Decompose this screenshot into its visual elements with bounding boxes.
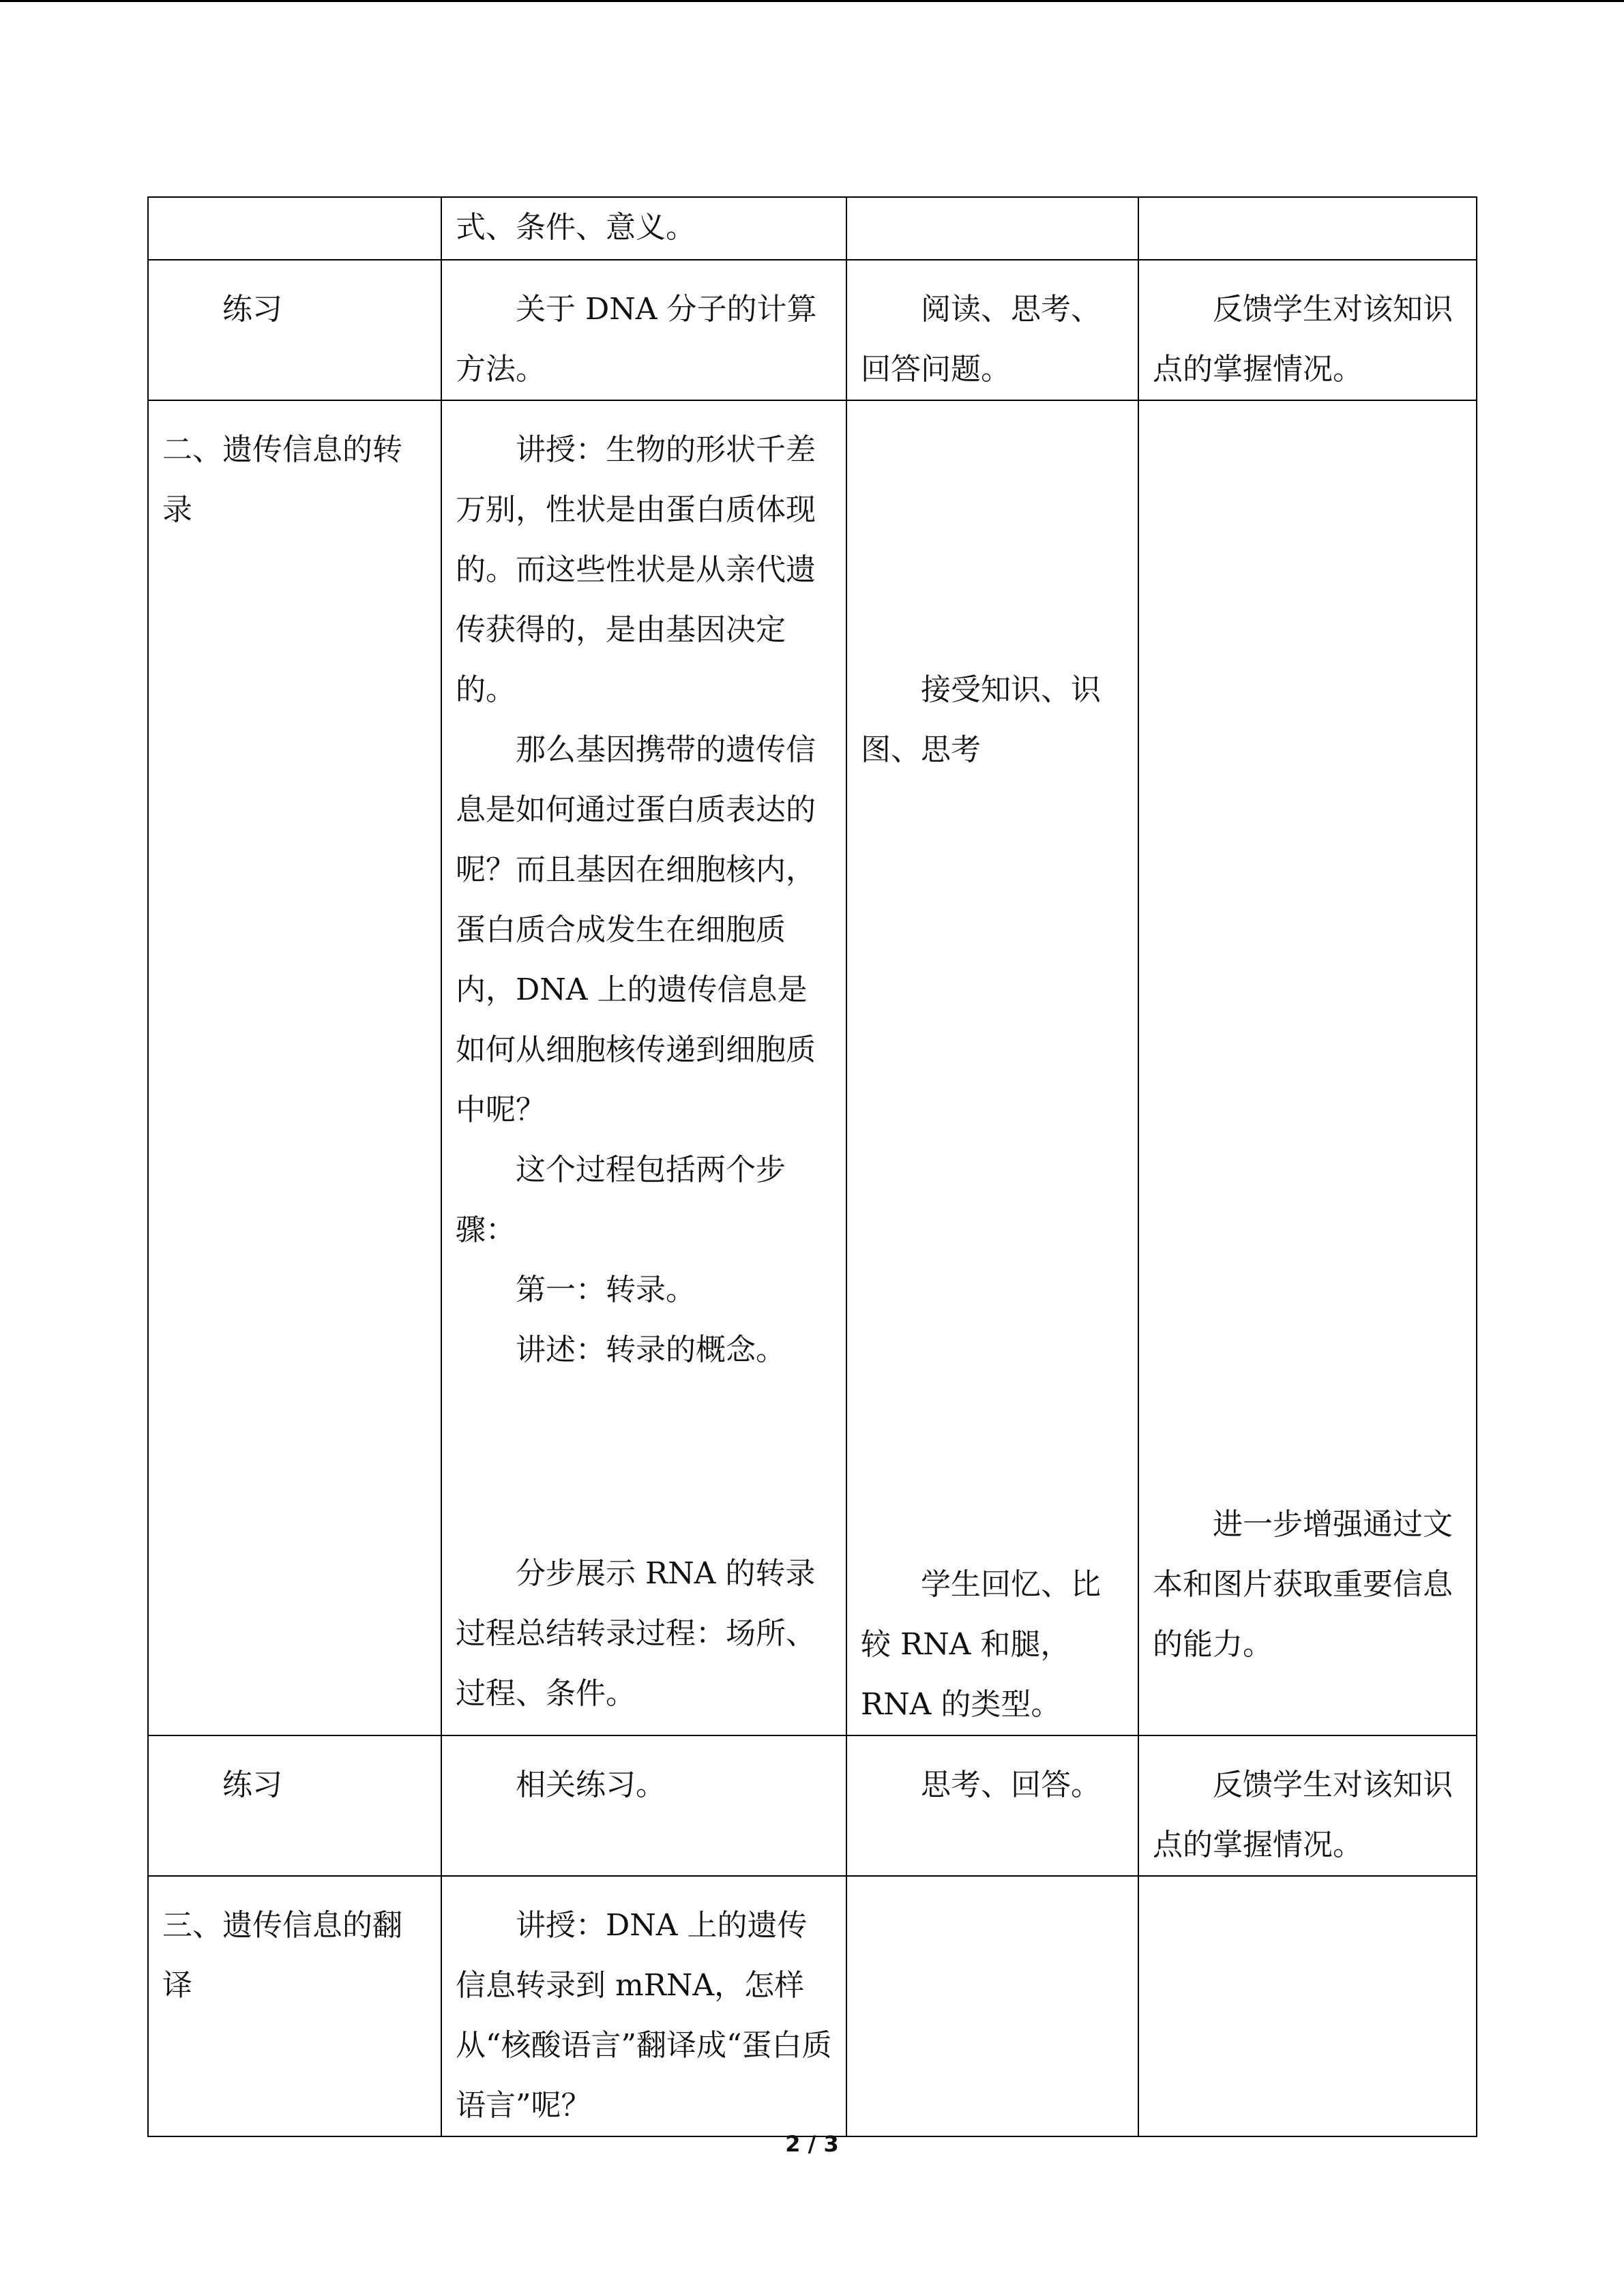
cell-text: 关于 DNA 分子的计算方法。 [456, 292, 817, 387]
cell-student-activity [846, 197, 1138, 260]
cell-text: 思考、回答。 [921, 1768, 1101, 1802]
cell-text: 接受知识、识图、思考 [861, 672, 1101, 767]
cell-stage [148, 260, 441, 400]
cell-text: 三、遗传信息的翻译 [162, 1908, 402, 2003]
cell-design-intent [1138, 1876, 1477, 2136]
cell-teacher-activity [441, 260, 846, 400]
cell-stage [148, 1876, 441, 2136]
cell-design-intent [1138, 197, 1477, 260]
cell-text: 练习 [222, 292, 282, 327]
cell-text: 这个过程包括两个步骤： [456, 1152, 786, 1247]
table-row [148, 400, 1477, 1735]
cell-design-intent [1138, 1735, 1477, 1876]
lesson-plan-table [147, 196, 1477, 2137]
table-row [148, 197, 1477, 260]
cell-spacer [456, 1380, 836, 1544]
cell-text: 进一步增强通过文本和图片获取重要信息的能力。 [1153, 1507, 1453, 1662]
page-number: 2 / 3 [785, 2131, 839, 2157]
table-row [148, 1876, 1477, 2136]
cell-stage [148, 1735, 441, 1876]
cell-spacer [861, 780, 1128, 1555]
cell-student-activity [846, 260, 1138, 400]
cell-text: 阅读、思考、回答问题。 [861, 292, 1101, 387]
cell-teacher-activity [441, 1735, 846, 1876]
cell-teacher-activity [441, 400, 846, 1735]
cell-teacher-activity [441, 197, 846, 260]
cell-text: 式、条件、意义。 [456, 210, 696, 245]
cell-student-activity [846, 1876, 1138, 2136]
cell-text: 学生回忆、比较 RNA 和腿，RNA 的类型。 [861, 1567, 1101, 1722]
cell-text: 讲述：转录的概念。 [516, 1332, 786, 1367]
page-top-border [0, 0, 1624, 2]
cell-text: 讲授：生物的形状千差万别，性状是由蛋白质体现的。而这些性状是从亲代遗传获得的，是由基因决定的。 [456, 432, 816, 707]
cell-text: 分步展示 RNA 的转录过程总结转录过程：场所、过程、条件。 [456, 1556, 816, 1711]
cell-text: 练习 [222, 1768, 282, 1802]
cell-teacher-activity [441, 1876, 846, 2136]
cell-stage [148, 400, 441, 1735]
cell-stage [148, 197, 441, 260]
table-row [148, 1735, 1477, 1876]
cell-spacer [1153, 420, 1466, 1495]
cell-text: 讲授：DNA 上的遗传信息转录到 mRNA，怎样从“核酸语言”翻译成“蛋白质语言”呢？ [456, 1908, 832, 2123]
cell-text: 二、遗传信息的转录 [162, 432, 402, 527]
cell-text: 反馈学生对该知识点的掌握情况。 [1153, 1768, 1453, 1862]
table-row [148, 260, 1477, 400]
cell-text: 第一：转录。 [516, 1272, 696, 1307]
cell-text: 相关练习。 [516, 1768, 666, 1802]
cell-student-activity [846, 400, 1138, 1735]
cell-spacer [861, 420, 1128, 660]
cell-student-activity [846, 1735, 1138, 1876]
cell-text: 反馈学生对该知识点的掌握情况。 [1153, 292, 1453, 387]
cell-design-intent [1138, 400, 1477, 1735]
cell-text: 那么基因携带的遗传信息是如何通过蛋白质表达的呢？而且基因在细胞核内，蛋白质合成发生在细胞质内，DNA 上的遗传信息是如何从细胞核传递到细胞质中呢？ [456, 732, 816, 1127]
cell-design-intent [1138, 260, 1477, 400]
